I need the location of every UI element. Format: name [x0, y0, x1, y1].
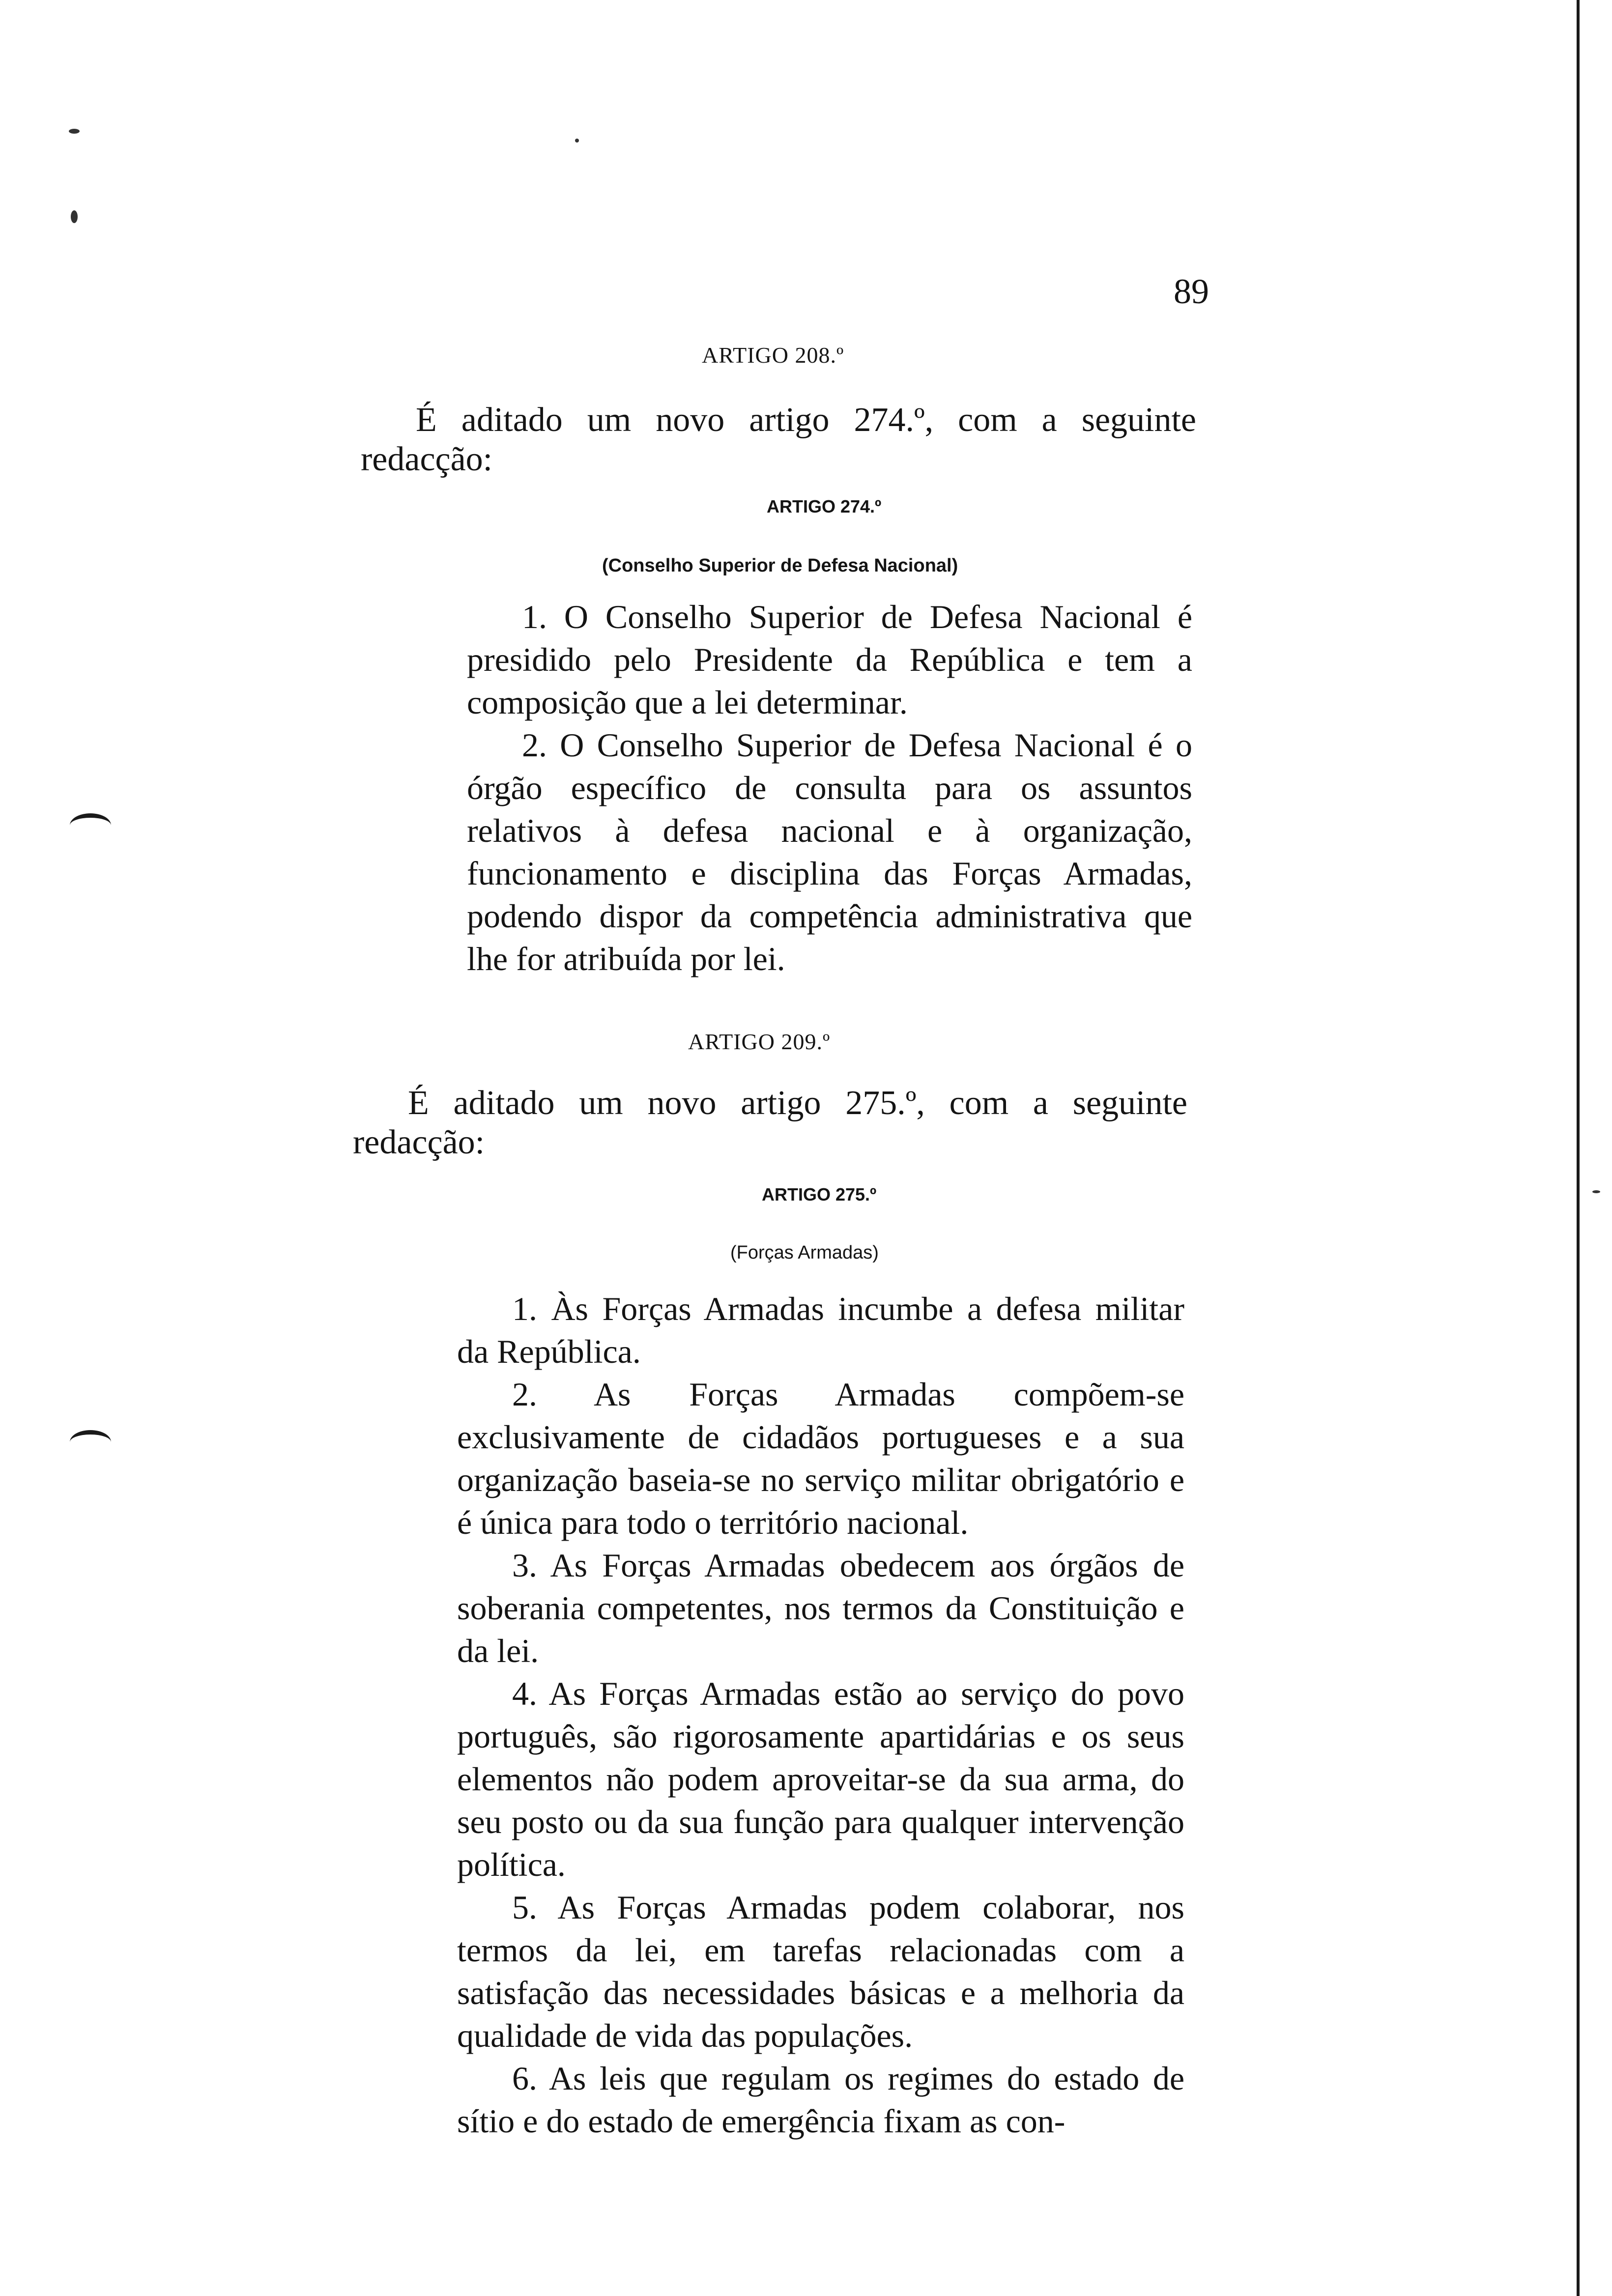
clause-item [457, 1288, 1184, 1373]
punch-hole-mark [70, 813, 111, 837]
clause-item [467, 724, 1192, 980]
scan-speck [69, 129, 80, 134]
section-intro [353, 1084, 1187, 1162]
clause-item [457, 1544, 1184, 1672]
clause-text: As leis que regulam os regimes do estado de sítio e do estado de emergência fixam as con- [457, 2060, 1185, 2140]
clause-item [457, 1373, 1184, 1544]
clause-text: As Forças Armadas podem colaborar, nos termos da lei, em tarefas relacionadas com a satisfação das necessidades básicas e a melhoria da qualidade de vida das populações. [457, 1889, 1185, 2054]
clause-item [467, 596, 1192, 724]
clause-list [457, 1288, 1184, 2143]
intro-first-line: É aditado um novo artigo 274.º, com a seguinte [416, 401, 1196, 439]
clause-number: 1. [522, 598, 547, 635]
scan-speck [71, 210, 78, 223]
intro-rest: redacção: [353, 1123, 485, 1161]
scan-speck [1592, 1190, 1600, 1193]
scan-speck [575, 139, 579, 143]
clause-text: O Conselho Superior de Defesa Nacional é o órgão específico de consulta para os assuntos relativos à defesa nacional e à organização, funcionamento e disciplina das Forças Armadas, podendo dispor da competência administrativa que lhe for atribuída por lei. [467, 726, 1192, 977]
clause-text: As Forças Armadas compõem-se exclusivamente de cidadãos portugueses e a sua organização baseia-se no serviço militar obrigatório e é única para todo o território nacional. [457, 1376, 1185, 1541]
section-heading: ARTIGO 208.º [702, 343, 844, 368]
article-title: ARTIGO 275.º [762, 1184, 877, 1205]
clause-list [467, 596, 1192, 980]
page-number: 89 [1174, 272, 1209, 311]
clause-text: As Forças Armadas estão ao serviço do povo português, são rigorosamente apartidárias e os seus elementos não podem aproveitar-se da sua arma, do seu posto ou da sua função para qualquer intervenção política. [457, 1675, 1185, 1883]
clause-number: 2. [522, 726, 547, 764]
clause-number: 1. [512, 1290, 537, 1327]
punch-hole-mark [70, 1430, 111, 1454]
clause-text: O Conselho Superior de Defesa Nacional é presidido pelo Presidente da República e tem a composição que a lei determinar. [467, 598, 1193, 721]
scan-edge-line [1577, 0, 1580, 2296]
clause-text: As Forças Armadas obedecem aos órgãos de soberania competentes, nos termos da Constituição e da lei. [457, 1547, 1185, 1669]
article-caption: (Forças Armadas) [730, 1242, 879, 1263]
clause-item [457, 2057, 1184, 2143]
clause-number: 5. [512, 1889, 537, 1926]
clause-number: 6. [512, 2060, 537, 2097]
clause-number: 4. [512, 1675, 537, 1712]
intro-rest: redacção: [361, 440, 493, 478]
clause-item [457, 1672, 1184, 1886]
clause-number: 3. [512, 1547, 537, 1584]
section-intro [361, 401, 1196, 479]
section-heading: ARTIGO 209.º [688, 1029, 831, 1054]
clause-number: 2. [512, 1376, 537, 1413]
article-title: ARTIGO 274.º [767, 496, 882, 517]
clause-item [457, 1886, 1184, 2057]
article-caption: (Conselho Superior de Defesa Nacional) [602, 555, 958, 576]
clause-text: Às Forças Armadas incumbe a defesa militar da República. [457, 1290, 1184, 1370]
intro-first-line: É aditado um novo artigo 275.º, com a seguinte [408, 1084, 1187, 1122]
